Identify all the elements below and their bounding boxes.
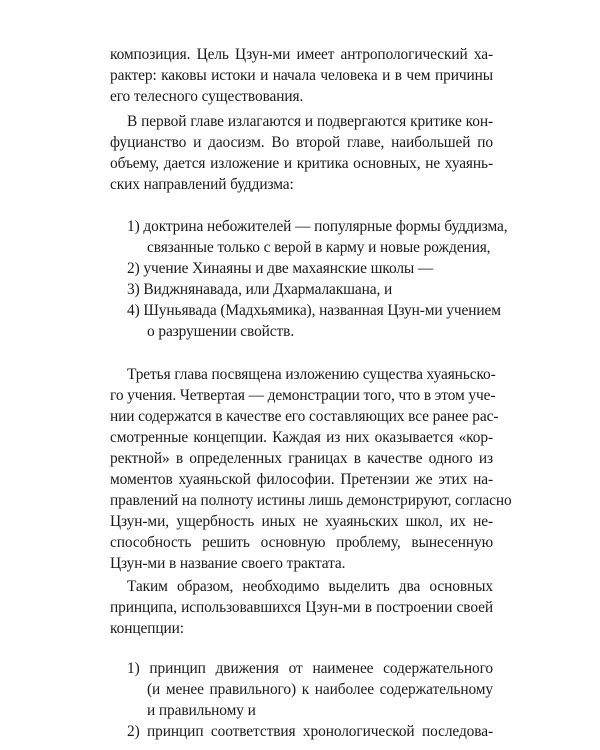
- list-item: 2) принцип соответствия хронологической последова-: [127, 723, 493, 740]
- text-line: концепции:: [110, 620, 184, 637]
- text-line: ских направлений буддизма:: [110, 176, 294, 193]
- text-line: моментов хуаяньской философии. Претензии же этих на-: [110, 471, 493, 488]
- list-item: 1) доктрина небожителей — популярные формы буддизма,: [127, 218, 508, 235]
- list-item-continuation: о разрушении свойств.: [147, 323, 295, 340]
- paragraph-first-line: Третья глава посвящена изложению существа хуаяньско-: [127, 366, 496, 383]
- text-line: принципа, использовавшихся Цзун-ми в построении своей: [110, 599, 493, 616]
- list-item: 1) принцип движения от наименее содержательного: [127, 660, 493, 677]
- list-item: 3) Виджнянавада, или Дхармалакшана, и: [127, 281, 393, 298]
- text-line: го учения. Четвертая — демонстрации того, что в этом уче-: [110, 387, 496, 404]
- book-page: [110, 44, 512, 740]
- list-item-continuation: и правильному и: [147, 702, 256, 719]
- list-item: 4) Шуньявада (Мадхьямика), названная Цзун-ми учением: [127, 302, 501, 319]
- text-line: смотренные концепции. Каждая из них оказывается «кор-: [110, 429, 493, 446]
- list-item-continuation: (и менее правильного) к наиболее содержательному: [147, 681, 493, 698]
- text-line: рактер: каковы истоки и начала человека и в чем причины: [110, 67, 493, 84]
- text-line: Цзун-ми, ущербность иных не хуаяньских школ, их не-: [110, 513, 493, 530]
- paragraph-first-line: В первой главе излагаются и подвергаются критике кон-: [127, 113, 493, 130]
- text-line: способность решить основную проблему, вынесенную: [110, 534, 493, 551]
- text-line: объему, дается изложение и критика основных, не хуаянь-: [110, 155, 493, 172]
- text-line: нии содержатся в качестве его составляющих все ранее рас-: [110, 408, 499, 425]
- text-line: правлений на полноту истины лишь демонстрируют, согласно: [110, 492, 512, 509]
- list-item-continuation: связанные только с верой в карму и новые рождения,: [147, 239, 491, 256]
- list-item: 2) учение Хинаяны и две махаянские школы —: [127, 260, 434, 277]
- text-line: композиция. Цель Цзун-ми имеет антропологический ха-: [110, 46, 493, 63]
- text-line: фуцианство и даосизм. Во второй главе, наибольшей по: [110, 134, 493, 151]
- text-line: его телесного существования.: [110, 88, 304, 105]
- paragraph-first-line: Таким образом, необходимо выделить два основных: [127, 578, 493, 595]
- text-line: ректной» в определенных границах в качестве одного из: [110, 450, 493, 467]
- text-line: Цзун-ми в название своего трактата.: [110, 555, 346, 572]
